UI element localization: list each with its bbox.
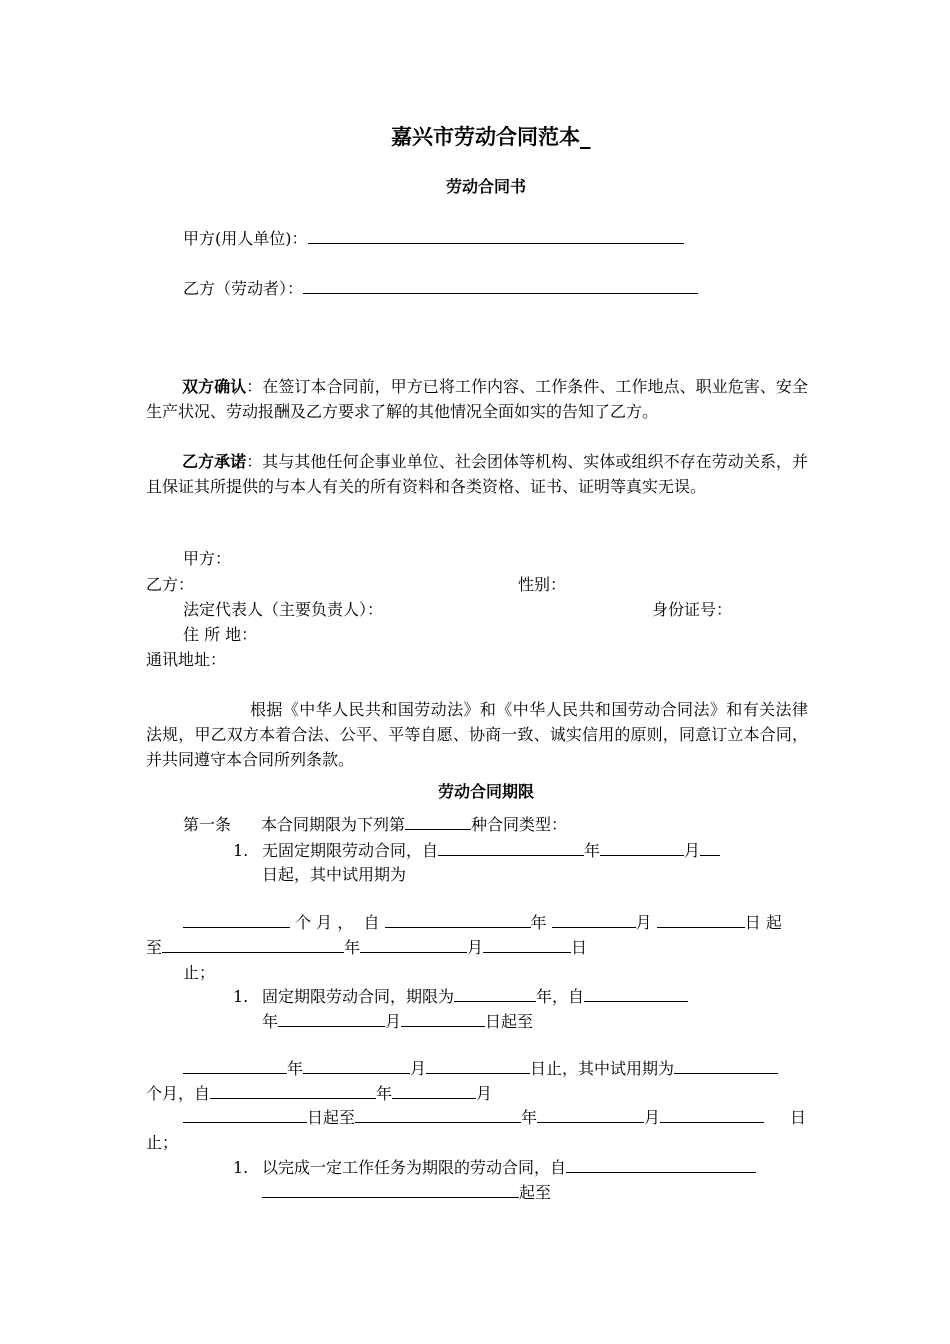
item-1-probation-year-label: 年 [530, 913, 547, 932]
item-3-start-blank [566, 1158, 756, 1173]
article-1-text-b: 种合同类型： [471, 815, 568, 834]
item-1-to-month-blank [360, 938, 467, 953]
item-2-probation-to-year-blank [355, 1108, 521, 1123]
info-mail-address: 通讯地址： [146, 650, 227, 669]
item-1-probation-months-blank [183, 913, 290, 928]
item-2-probation-blank [674, 1059, 778, 1074]
item-2-from-label: 自 [568, 987, 585, 1006]
item-2-line-1 [262, 986, 688, 1008]
item-3-number: 1. [233, 1158, 249, 1177]
item-1-probation-year-blank [385, 913, 531, 928]
item-1-month-blank [600, 841, 684, 856]
section-title: 劳动合同期限 [438, 782, 535, 801]
info-party-a: 甲方： [183, 549, 232, 568]
item-2-end-line [183, 1058, 778, 1080]
item-1-from-label: 自 [363, 913, 380, 932]
party-a-label: 甲方(用人单位)： [183, 229, 308, 248]
item-2-line-2 [262, 1011, 533, 1033]
item-3-line-2 [262, 1182, 551, 1204]
info-party-b: 乙方： [146, 575, 195, 594]
item-1-to-day-label: 日 [571, 938, 588, 957]
item-3-task-blank [262, 1183, 519, 1198]
item-1-number: 1. [233, 841, 249, 860]
info-residence: 住 所 地： [183, 625, 258, 644]
item-1-line-2: 日起，其中试用期为 [262, 865, 407, 884]
item-1-probation-line [183, 912, 782, 934]
item-2-from-blank [584, 987, 688, 1002]
item-1-to-day-blank [483, 938, 571, 953]
item-1-until-line [146, 937, 587, 959]
item-1-to-year-blank [162, 938, 344, 953]
item-1-day-start-label: 日 起 [744, 913, 782, 932]
info-gender: 性别： [518, 575, 567, 594]
info-id-number: 身份证号： [652, 600, 733, 619]
item-2-probation-year-blank [210, 1084, 376, 1099]
item-2-probation-day-start-label: 日起至 [307, 1108, 356, 1127]
party-b-field [183, 278, 698, 300]
party-a-blank [308, 229, 684, 244]
item-2-probation-month-blank [392, 1084, 476, 1099]
item-2-probation-to-day-blank [660, 1108, 764, 1123]
item-2-probation-to-month-blank [537, 1108, 644, 1123]
item-1-probation-month-label: 月 [635, 913, 652, 932]
item-1-to-month-label: 月 [467, 938, 484, 957]
party-a-field [183, 228, 684, 250]
item-2-end: 止； [146, 1133, 179, 1152]
item-2-year-blank [278, 1012, 385, 1027]
mutual-confirmation [146, 374, 808, 424]
item-2-end-day-blank [426, 1059, 530, 1074]
item-2-probation-to-year-label: 年 [521, 1108, 538, 1127]
party-b-promise [146, 449, 808, 499]
item-2-intro: 固定期限劳动合同，期限为 [262, 987, 455, 1006]
item-2-number: 1. [233, 987, 249, 1006]
item-2-probation-to-month-label: 月 [644, 1108, 661, 1127]
item-2-term-year-label: 年， [536, 987, 569, 1006]
item-2-end-month-blank [303, 1059, 410, 1074]
item-1-to-year-label: 年 [344, 938, 361, 957]
item-1-probation-day-blank [657, 913, 745, 928]
item-1-to-label: 至 [146, 938, 163, 957]
item-2-probation-day-blank [183, 1108, 307, 1123]
item-1-probation-month-blank [552, 913, 636, 928]
promise-label: 乙方承诺 [182, 452, 247, 471]
article-1-label: 第一条 [183, 815, 232, 834]
article-1 [183, 814, 567, 836]
item-2-probation-label: 日止，其中试用期为 [530, 1059, 675, 1078]
item-1-intro: 无固定期限劳动合同，自 [262, 841, 439, 860]
contract-basis: 根据《中华人民共和国劳动法》和《中华人民共和国劳动合同法》和有关法律法规，甲乙双方本着合法、公平、平等自愿、协商一致、诚实信用的原则，同意订立本合同，并共同遵守本合同所列条款。 [146, 700, 808, 769]
item-2-year-label: 年 [262, 1012, 279, 1031]
item-2-probation-month-label: 月 [476, 1084, 493, 1103]
party-b-label: 乙方（劳动者）： [183, 279, 304, 298]
item-2-probation-to-day-label: 日 [790, 1108, 807, 1127]
item-2-term-blank [454, 987, 536, 1002]
item-2-day-start-label: 日起至 [485, 1012, 534, 1031]
item-1-line-1 [262, 840, 720, 862]
item-2-end-month-label: 月 [410, 1059, 427, 1078]
item-1-day-blank [700, 841, 720, 856]
item-1-year-blank [438, 841, 584, 856]
item-2-month-label: 月 [385, 1012, 402, 1031]
item-1-end: 止； [183, 963, 216, 982]
item-2-probation-until-line [183, 1107, 764, 1129]
promise-text: ：其与其他任何企事业单位、社会团体等机构、实体或组织不存在劳动关系，并且保证其所提供的与本人有关的所有资料和各类资格、证书、证明等真实无误。 [146, 452, 808, 496]
page-title: 嘉兴市劳动合同范本_ [391, 125, 591, 149]
info-legal-rep: 法定代表人（主要负责人）： [183, 600, 384, 619]
item-3-start-to-label: 起至 [519, 1183, 552, 1202]
item-1-month-label: 月 [684, 841, 701, 860]
item-2-probation-year-label: 年 [376, 1084, 393, 1103]
party-b-blank [303, 279, 698, 294]
item-1-months-label: 个 月 ， [295, 913, 354, 932]
item-2-probation-line [146, 1083, 492, 1105]
item-2-months-from-label: 个月，自 [146, 1084, 211, 1103]
item-2-end-year-blank [183, 1059, 287, 1074]
confirm-label: 双方确认 [182, 377, 247, 396]
item-3-line-1 [262, 1157, 756, 1179]
item-2-end-year-label: 年 [287, 1059, 304, 1078]
subtitle: 劳动合同书 [446, 177, 527, 196]
contract-type-blank [405, 815, 471, 830]
item-2-month-blank [401, 1012, 485, 1027]
item-1-year-label: 年 [584, 841, 601, 860]
confirm-text: ：在签订本合同前，甲方已将工作内容、工作条件、工作地点、职业危害、安全生产状况、劳动报酬及乙方要求了解的其他情况全面如实的告知了乙方。 [146, 377, 808, 421]
item-3-intro: 以完成一定工作任务为期限的劳动合同，自 [262, 1158, 567, 1177]
article-1-text-a: 本合同期限为下列第 [261, 815, 406, 834]
